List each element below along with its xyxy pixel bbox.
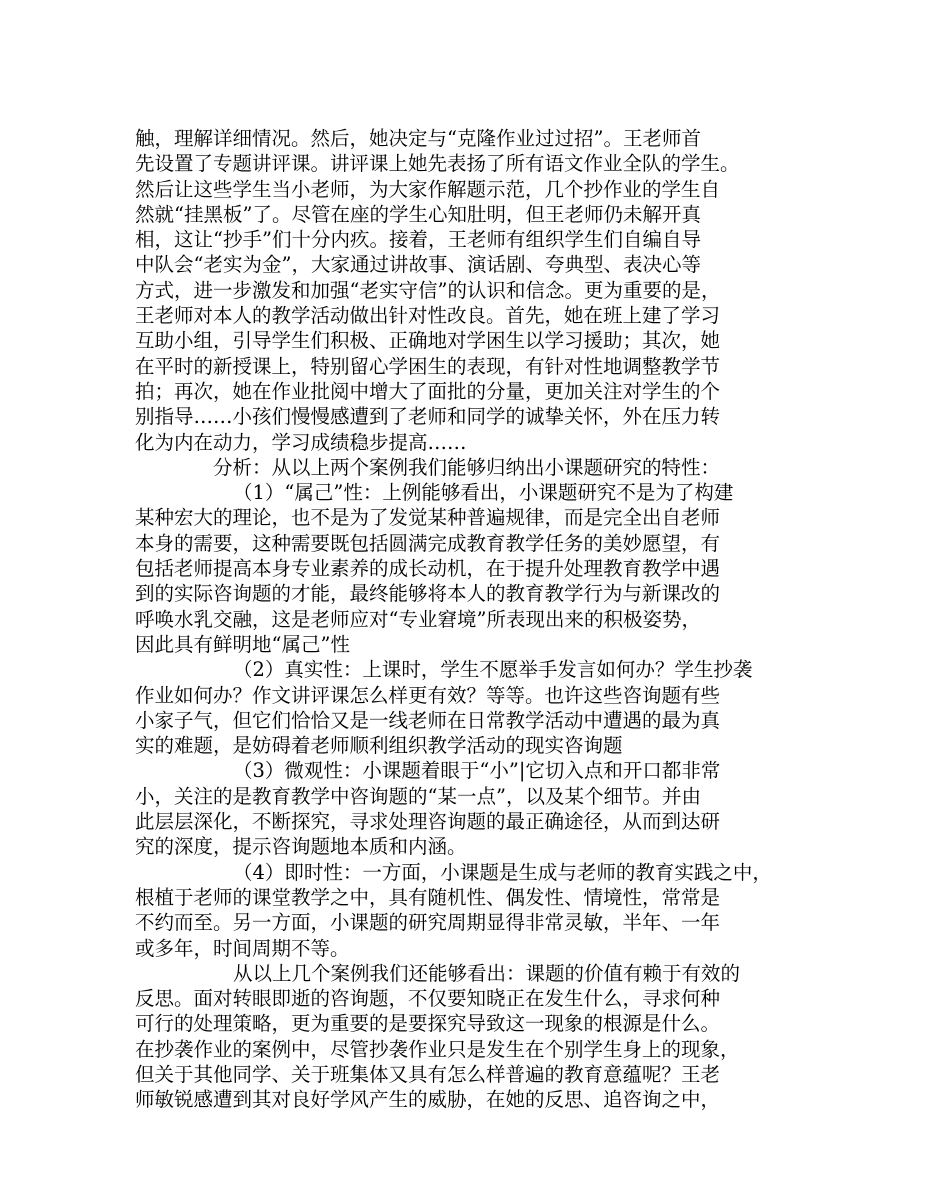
text-line: 实的难题，是妨碍着老师顺利组织教学活动的现实咨询题 bbox=[135, 734, 623, 758]
text-line: （1）“属己”性：上例能够看出，小课题研究不是为了构建 bbox=[233, 481, 734, 505]
text-line: 互助小组，引导学生们积极、正确地对学困生以学习援助；其次，她 bbox=[135, 329, 721, 353]
text-line: 从以上几个案例我们还能够看出：课题的价值有赖于有效的 bbox=[233, 961, 741, 985]
text-line: 小家子气，但它们恰恰又是一线老师在日常教学活动中遭遇的最为真 bbox=[135, 708, 721, 732]
text-line: 作业如何办？作文讲评课怎么样更有效？等等。也许这些咨询题有些 bbox=[135, 683, 721, 707]
text-line: 小，关注的是教育教学中咨询题的“某一点”，以及某个细节。并由 bbox=[135, 784, 701, 808]
text-line: （2）真实性：上课时，学生不愿举手发言如何办？学生抄袭 bbox=[233, 658, 753, 682]
analysis-heading: 分析：从以上两个案例我们能够归纳出小课题研究的特性： bbox=[213, 455, 721, 479]
text-line: 但关于其他同学、关于班集体又具有怎么样普遍的教育意蕴呢？王老 bbox=[135, 1062, 721, 1086]
text-line: （3）微观性：小课题着眼于“小”|它切入点和开口都非常 bbox=[233, 759, 721, 783]
text-line: 王老师对本人的教学活动做出针对性改良。首先，她在班上建了学习 bbox=[135, 304, 721, 328]
text-line: 到的实际咨询题的才能，最终能够将本人的教育教学行为与新课改的 bbox=[135, 582, 721, 606]
text-line: 然就“挂黑板”了。尽管在座的学生心知肚明，但王老师仍未解开真 bbox=[135, 202, 701, 226]
text-line: 化为内在动力，学习成绩稳步提高…… bbox=[135, 430, 467, 454]
body-text bbox=[135, 126, 815, 1113]
text-line: 拍；再次，她在作业批阅中增大了面批的分量，更加关注对学生的个 bbox=[135, 379, 721, 403]
text-line: 触，理解详细情况。然后，她决定与“克隆作业过过招”。王老师首 bbox=[135, 127, 701, 150]
text-line: 某种宏大的理论，也不是为了发觉某种普遍规律，而是完全出自老师 bbox=[135, 506, 721, 530]
text-line: 究的深度，提示咨询题地本质和内涵。 bbox=[135, 835, 467, 859]
text-line: （4）即时性：一方面，小课题是生成与老师的教育实践之中， bbox=[233, 860, 772, 884]
text-line: 反思。面对转眼即逝的咨询题，不仅要知晓正在发生什么，寻求何种 bbox=[135, 987, 721, 1011]
text-line: 在抄袭作业的案例中，尽管抄袭作业只是发生在个别学生身上的现象， bbox=[135, 1037, 740, 1061]
text-line: 此层层深化，不断探究，寻求处理咨询题的最正确途径，从而到达研 bbox=[135, 810, 721, 834]
text-line: 中队会“老实为金”，大家通过讲故事、演话剧、夸典型、表决心等 bbox=[135, 253, 701, 277]
text-line: 方式，进一步激发和加强“老实守信”的认识和信念。更为重要的是， bbox=[135, 278, 721, 302]
text-line: 包括老师提高本身专业素养的成长动机，在于提升处理教育教学中遇 bbox=[135, 557, 721, 581]
text-line: 因此具有鲜明地“属己”性 bbox=[135, 632, 350, 656]
text-line: 根植于老师的课堂教学之中，具有随机性、偶发性、情境性，常常是 bbox=[135, 885, 721, 909]
text-line: 先设置了专题讲评课。讲评课上她先表扬了所有语文作业全队的学生。 bbox=[135, 152, 740, 176]
text-line: 不约而至。另一方面，小课题的研究周期显得非常灵敏，半年、一年 bbox=[135, 911, 721, 935]
text-line: 呼唤水乳交融，这是老师应对“专业窘境”所表现出来的积极姿势， bbox=[135, 607, 701, 631]
text-line: 可行的处理策略，更为重要的是要探究导致这一现象的根源是什么。 bbox=[135, 1012, 721, 1036]
text-line: 相，这让“抄手”们十分内疚。接着，王老师有组织学生们自编自导 bbox=[135, 228, 701, 252]
text-line: 本身的需要，这种需要既包括圆满完成教育教学任务的美妙愿望，有 bbox=[135, 531, 721, 555]
text-line: 师敏锐感遭到其对良好学风产生的威胁，在她的反思、追咨询之中， bbox=[135, 1088, 721, 1112]
text-line: 别指导……小孩们慢慢感遭到了老师和同学的诚挚关怀，外在压力转 bbox=[135, 405, 721, 429]
text-line: 或多年，时间周期不等。 bbox=[135, 936, 350, 960]
text-line: 在平时的新授课上，特别留心学困生的表现，有针对性地调整教学节 bbox=[135, 354, 721, 378]
text-line: 然后让这些学生当小老师，为大家作解题示范，几个抄作业的学生自 bbox=[135, 177, 721, 201]
